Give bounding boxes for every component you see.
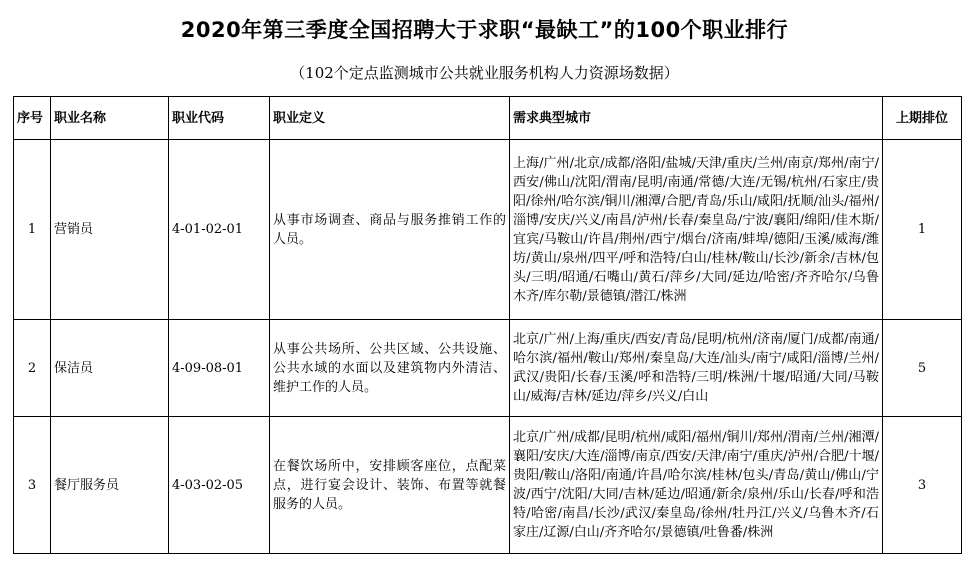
cell-name: 餐厅服务员 [51,417,169,554]
table-header-row [14,97,962,140]
table-row [14,320,962,417]
cell-name: 营销员 [51,140,169,320]
page-subtitle: （102个定点监测城市公共就业服务机构人力资源场数据） [290,64,679,82]
cell-prev-rank: 5 [883,320,962,417]
cell-prev-rank: 3 [883,417,962,554]
cell-no: 2 [14,320,51,417]
cell-definition: 从事市场调查、商品与服务推销工作的人员。 [270,140,510,320]
cell-no: 3 [14,417,51,554]
occupation-ranking-table [13,96,962,554]
header-cities: 需求典型城市 [510,97,883,140]
header-definition: 职业定义 [270,97,510,140]
cell-definition: 从事公共场所、公共区域、公共设施、公共水域的水面以及建筑物内外清洁、维护工作的人员。 [270,320,510,417]
header-name: 职业名称 [51,97,169,140]
cell-code: 4-01-02-01 [169,140,270,320]
cell-no: 1 [14,140,51,320]
table-row [14,417,962,554]
cell-name: 保洁员 [51,320,169,417]
cell-cities: 北京/广州/成都/昆明/杭州/咸阳/福州/铜川/郑州/渭南/兰州/湘潭/襄阳/安庆/大连/淄博/南京/西安/天津/南宁/重庆/泸州/合肥/十堰/贵阳/鞍山/洛阳/南通/许昌/哈尔滨/桂林/包头/青岛/黄山/佛山/宁波/西宁/沈阳/大同/吉林/延边/昭通/新余/泉州/乐山/长春/呼和浩特/哈密/南昌/长沙/武汉/秦皇岛/徐州/牡丹江/兴义/乌鲁木齐/石家庄/辽源/白山/齐齐哈尔/景德镇/吐鲁番/株洲 [510,417,883,554]
cell-definition: 在餐饮场所中，安排顾客座位，点配菜点，进行宴会设计、装饰、布置等就餐服务的人员。 [270,417,510,554]
cell-cities: 北京/广州/上海/重庆/西安/青岛/昆明/杭州/济南/厦门/成都/南通/哈尔滨/福州/鞍山/郑州/秦皇岛/大连/汕头/南宁/咸阳/淄博/兰州/武汉/贵阳/长春/玉溪/呼和浩特/三明/株洲/十堰/昭通/大同/马鞍山/威海/吉林/延边/萍乡/兴义/白山 [510,320,883,417]
table-row [14,140,962,320]
cell-code: 4-09-08-01 [169,320,270,417]
cell-code: 4-03-02-05 [169,417,270,554]
header-no: 序号 [14,97,51,140]
page-title: 2020年第三季度全国招聘大于求职“最缺工”的100个职业排行 [180,18,789,42]
cell-cities: 上海/广州/北京/成都/洛阳/盐城/天津/重庆/兰州/南京/郑州/南宁/西安/佛山/沈阳/渭南/昆明/南通/常德/大连/无锡/杭州/石家庄/贵阳/徐州/哈尔滨/铜川/湘潭/合肥/青岛/乐山/咸阳/抚顺/汕头/福州/淄博/安庆/兴义/南昌/泸州/长春/秦皇岛/宁波/襄阳/绵阳/佳木斯/宜宾/马鞍山/许昌/荆州/西宁/烟台/济南/蚌埠/德阳/玉溪/威海/潍坊/黄山/泉州/四平/呼和浩特/白山/桂林/鞍山/长沙/新余/吉林/包头/三明/昭通/石嘴山/黄石/萍乡/大同/延边/哈密/齐齐哈尔/乌鲁木齐/库尔勒/景德镇/潜江/株洲 [510,140,883,320]
header-prev-rank: 上期排位 [883,97,962,140]
cell-prev-rank: 1 [883,140,962,320]
header-code: 职业代码 [169,97,270,140]
